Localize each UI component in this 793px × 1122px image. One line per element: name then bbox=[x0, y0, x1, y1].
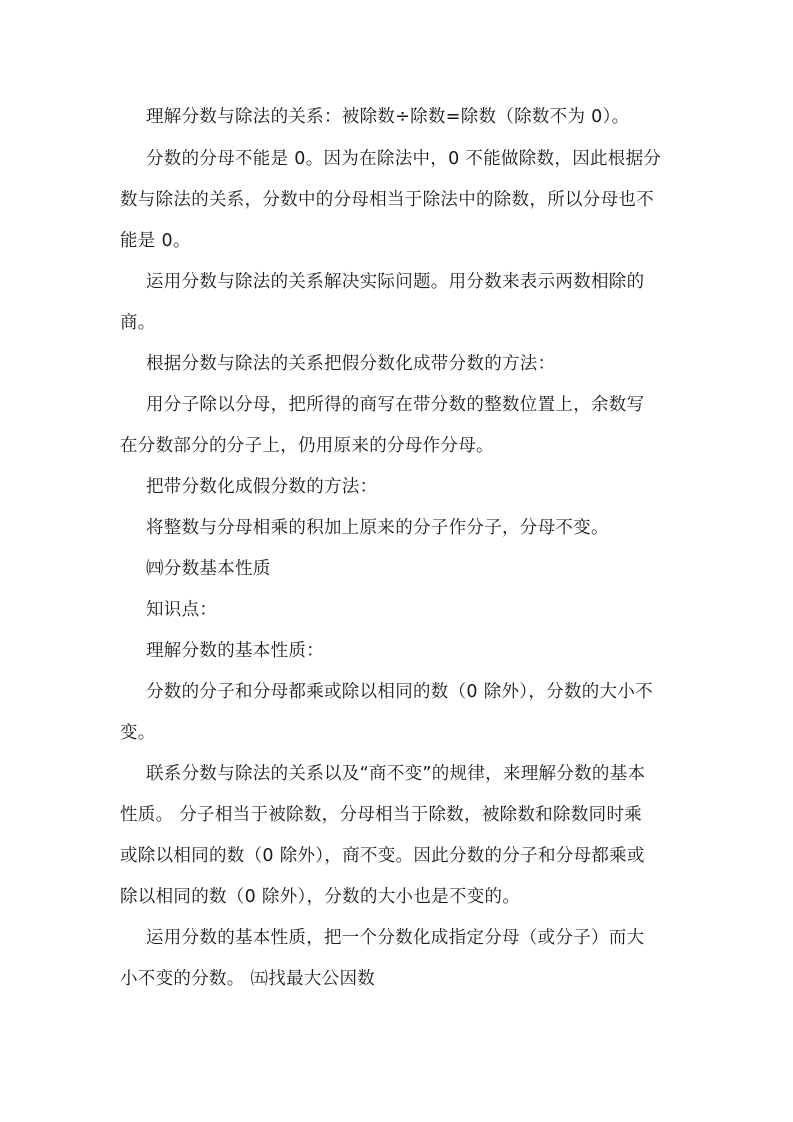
text-line: 变。 bbox=[120, 723, 156, 743]
text-line: 性质。 分子相当于被除数，分母相当于除数，被除数和除数同时乘 bbox=[120, 805, 643, 825]
text-line: 除以相同的数（0 除外），分数的大小也是不变的。 bbox=[120, 887, 521, 907]
text-line: 将整数与分母相乘的积加上原来的分子作分子，分母不变。 bbox=[146, 518, 609, 538]
section-heading: ㈣分数基本性质 bbox=[146, 559, 271, 579]
text-line: 能是 0。 bbox=[120, 231, 191, 251]
text-line: 分数的分母不能是 0。因为在除法中，0 不能做除数，因此根据分 bbox=[146, 149, 662, 169]
text-line: 商。 bbox=[120, 313, 156, 333]
text-line: 分数的分子和分母都乘或除以相同的数（0 除外），分数的大小不 bbox=[146, 682, 653, 702]
text-line: 把带分数化成假分数的方法： bbox=[146, 477, 378, 497]
text-line: 数与除法的关系，分数中的分母相当于除法中的除数，所以分母也不 bbox=[120, 190, 654, 210]
text-line: 运用分数的基本性质，把一个分数化成指定分母（或分子）而大 bbox=[146, 928, 645, 948]
text-line: 小不变的分数。 ㈤找最大公因数 bbox=[120, 969, 376, 989]
text-line: 或除以相同的数（0 除外），商不变。因此分数的分子和分母都乘或 bbox=[120, 846, 645, 866]
text-line: 在分数部分的分子上，仍用原来的分母作分母。 bbox=[120, 436, 494, 456]
text-line: 理解分数的基本性质： bbox=[146, 641, 324, 661]
text-line: 用分子除以分母，把所得的商写在带分数的整数位置上，余数写 bbox=[146, 395, 645, 415]
text-line: 理解分数与除法的关系：被除数÷除数=除数（除数不为 0）。 bbox=[146, 107, 630, 127]
text-line: 根据分数与除法的关系把假分数化成带分数的方法： bbox=[146, 354, 556, 374]
text-line: 运用分数与除法的关系解决实际问题。用分数来表示两数相除的 bbox=[146, 272, 645, 292]
text-line: 知识点： bbox=[146, 600, 218, 620]
text-line: 联系分数与除法的关系以及“商不变”的规律，来理解分数的基本 bbox=[146, 764, 646, 784]
